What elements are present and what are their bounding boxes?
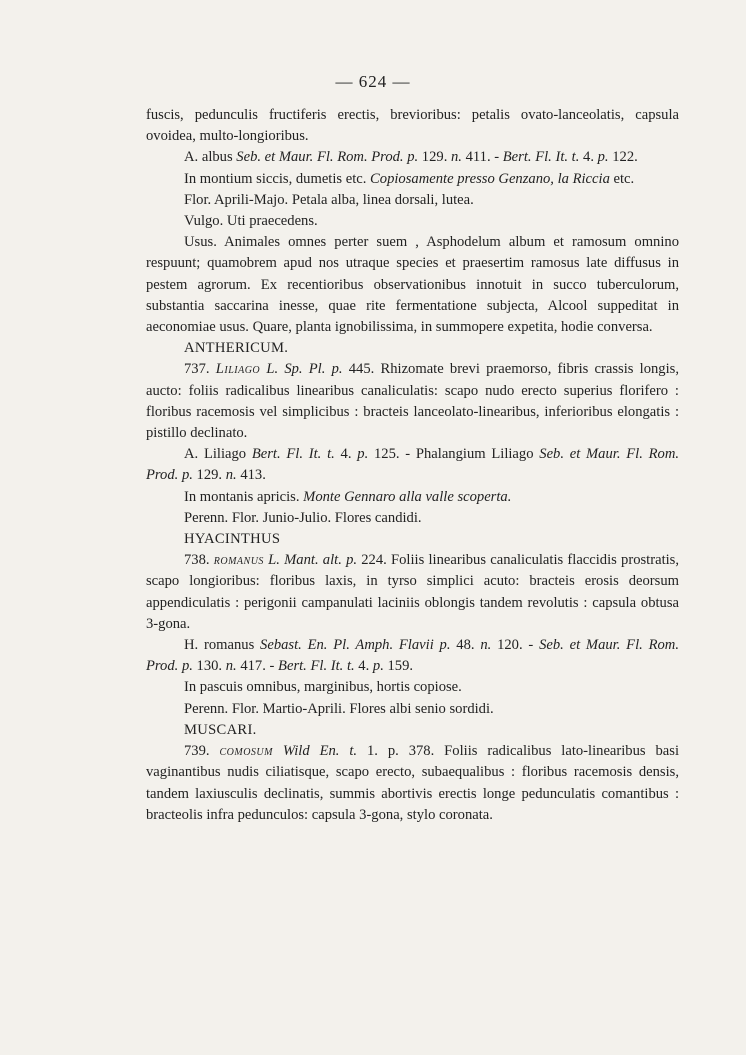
genus-heading-hyacinthus: HYACINTHUS <box>184 531 281 548</box>
paragraph-description-end: fuscis, pedunculis fructiferis erectis, brevioribus: petalis ovato-lanceolatis, capsula ovoidea, multo-longioribus. <box>146 107 679 145</box>
paragraph-usus: Usus. Animales omnes perter suem , Asphodelum album et ramosum omnino respuunt; quamobrem apud nos utraque species et praesertim ramosus late diffusus in pestem agrorum. Ex recentioribus observationibus innotuit in succo tuberculorum, substantia saccarina inesse, quae rite fermentatione subjecta, Alcool suppeditat in aeconomiae usus. Quare, planta ignobilissima, in summopere expetita, hodie conversa. <box>146 234 679 336</box>
species-entry-737: 737. Liliago L. Sp. Pl. p. 445. Rhizomate brevi praemorso, fibris crassis longis, aucto: foliis radicalibus linearibus canaliculatis: scapo nudo erecto superius florifero : floribus racemosis vel simplicibus : bracteis lanceolato-linearibus, inferioribus elongatis : pistillo declinato. <box>146 361 679 442</box>
species-entry-738: 738. romanus L. Mant. alt. p. 224. Foliis linearibus canaliculatis flaccidis prostratis, scapo longioribus: floribus laxis, in tyrso simplici acuto: bracteis erosis deorsum appendiculatis : perigonii campanulati laciniis oblongis tandem revolutis : capsula obtusa 3-gona. <box>146 552 680 632</box>
paragraph-flowering-hyacinthus: Perenn. Flor. Martio-Aprili. Flores albi senio sordidi. <box>184 700 494 717</box>
paragraph-synonymy-hyacinthus: H. romanus Sebast. En. Pl. Amph. Flavii p. 48. n. 120. - Seb. et Maur. Fl. Rom. Prod. p. 130. n. 417. - Bert. Fl. It. t. 4. p. 159. <box>146 637 679 675</box>
paragraph-habitat-asphodelus: In montium siccis, dumetis etc. Copiosamente presso Genzano, la Riccia etc. <box>184 170 635 187</box>
paragraph-vulgo: Vulgo. Uti praecedens. <box>184 213 318 230</box>
paragraph-flowering-asphodelus: Flor. Aprili-Majo. Petala alba, linea dorsali, lutea. <box>184 191 474 208</box>
paragraph-habitat-anthericum: In montanis apricis. Monte Gennaro alla valle scoperta. <box>184 488 512 505</box>
genus-heading-muscari: MUSCARI. <box>184 721 257 738</box>
paragraph-synonymy-asphodelus: A. albus Seb. et Maur. Fl. Rom. Prod. p. 129. n. 411. - Bert. Fl. It. t. 4. p. 122. <box>184 149 638 166</box>
paragraph-habitat-hyacinthus: In pascuis omnibus, marginibus, hortis copiose. <box>184 679 462 696</box>
paragraph-synonymy-anthericum: A. Liliago Bert. Fl. It. t. 4. p. 125. - Phalangium Liliago Seb. et Maur. Fl. Rom. Prod. p. 129. n. 413. <box>146 446 680 484</box>
page-number: — 624 — <box>335 72 411 91</box>
body-text <box>146 105 679 826</box>
species-entry-739: 739. comosum Wild En. t. 1. p. 378. Foliis radicalibus lato-linearibus basi vaginantibus nudis ciliatisque, scapo erecto, subaequalibus : floribus racemosis densis, tandem laxiusculis declinatis, summis abortivis erectis longe pedunculatis comantibus : bracteolis infra pedunculos: capsula 3-gona, stylo coronata. <box>146 743 680 823</box>
genus-heading-anthericum: ANTHERICUM. <box>184 340 289 357</box>
paragraph-flowering-anthericum: Perenn. Flor. Junio-Julio. Flores candidi. <box>184 509 422 526</box>
